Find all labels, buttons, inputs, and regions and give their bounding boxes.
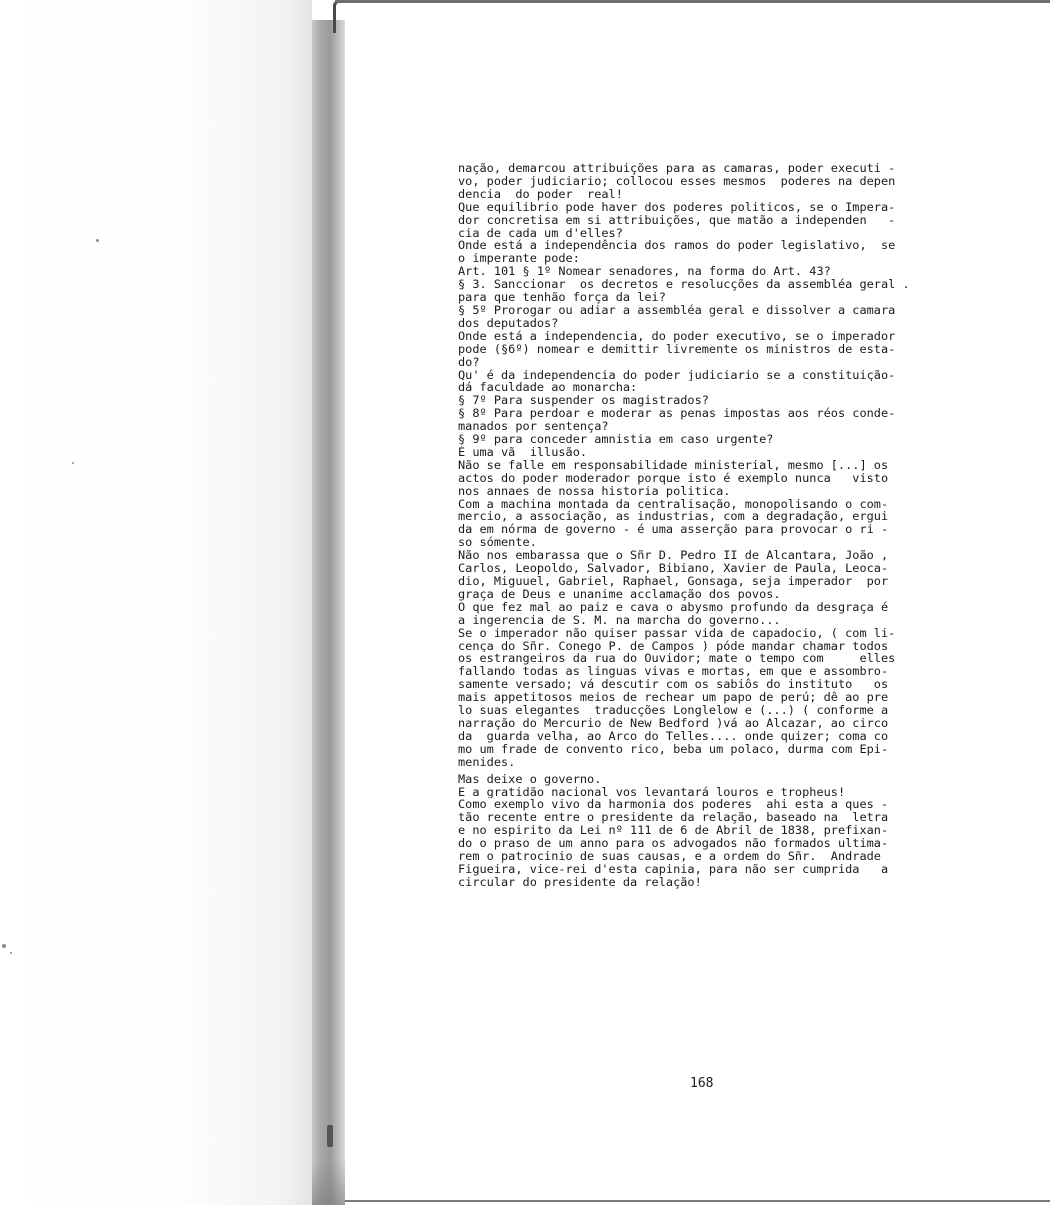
page-corner-mark [333, 0, 344, 33]
text-line: § 8º Para perdoar e moderar as penas impostas aos réos conde- [458, 407, 896, 421]
text-line: tão recente entre o presidente da relação, baseado na letra [458, 811, 889, 825]
text-line: cia de cada um d'elles? [458, 226, 623, 240]
text-line: mercio, a associação, as industrias, com a degradação, ergui [458, 510, 889, 524]
spine-mark [327, 1125, 333, 1147]
text-line: É uma vã illusão. [458, 445, 588, 459]
text-line: Que equilibrio pode haver dos poderes politicos, se o Impera- [458, 200, 896, 214]
text-line: lo suas elegantes traducções Longlelow e (...) ( conforme a [458, 704, 889, 717]
text-line: Não nos embarassa que o Sñr D. Pedro II de Alcantara, João , [458, 549, 889, 563]
text-line: menides. [458, 755, 516, 769]
book-spine-shadow [312, 20, 345, 1205]
text-line: dencia do poder real! [458, 187, 623, 201]
text-line: narração do Mercurio de New Bedford )vá ao Alcazar, ao circo [458, 716, 889, 730]
bottom-page-edge [345, 1200, 1050, 1202]
text-line: Com a machina montada da centralisação, monopolisando o com- [458, 497, 889, 511]
text-line: circular do presidente da relação! [458, 875, 702, 889]
text-line: cença do Sñr. Conego P. de Campos ) póde mandar chamar todos [458, 639, 889, 653]
text-line: § 3. Sanccionar os decretos e resolucções da assembléa geral . [458, 278, 910, 292]
text-line: Mas deixe o governo. [458, 772, 602, 786]
text-line: para que tenhão força da lei? [458, 291, 666, 304]
text-line: dor concretisa em si attribuições, que matão a independen - [458, 213, 896, 227]
text-line: Carlos, Leopoldo, Salvador, Bibiano, Xavier de Paula, Leoca- [458, 562, 889, 575]
text-line: fallando todas as linguas vivas e mortas, em que e assombro- [458, 665, 889, 679]
scan-speck [96, 239, 99, 242]
text-line: Figueira, vice-rei d'esta capinia, para não ser cumprida a [458, 862, 889, 876]
text-line: os estrangeiros da rua do Ouvidor; mate o tempo com elles [458, 652, 896, 666]
text-line: § 5º Prorogar ou adiar a assembléa geral e dissolver a camara [458, 303, 896, 317]
text-line: Art. 101 § 1º Nomear senadores, na forma do Art. 43? [458, 265, 831, 279]
page-body-text [458, 162, 994, 889]
book-spine-bottom [312, 1160, 345, 1205]
scan-speck [2, 944, 6, 948]
text-line: da guarda velha, ao Arco do Telles.... onde quizer; coma co [458, 729, 889, 743]
text-line: da em nórma de governo - é uma asserção para provocar o ri - [458, 523, 889, 537]
text-line: Se o imperador não quiser passar vida de capadocio, ( com li- [458, 626, 896, 640]
text-line: do o praso de um anno para os advogados não formados ultima- [458, 837, 889, 851]
scan-speck [72, 462, 74, 464]
text-line: e no espirito da Lei nº 111 de 6 de Abril de 1838, prefixan- [458, 824, 889, 838]
text-line: dos deputados? [458, 316, 559, 330]
text-line: dá faculdade ao monarcha: [458, 381, 638, 395]
text-line: Como exemplo vivo da harmonia dos poderes ahi esta a ques - [458, 798, 889, 812]
text-line: § 7º Para suspender os magistrados? [458, 394, 709, 408]
text-line: a ingerencia de S. M. na marcha do governo... [458, 613, 781, 627]
text-line: actos do poder moderador porque isto é exemplo nunca visto [458, 471, 889, 485]
text-line: dio, Miguuel, Gabriel, Raphael, Gonsaga, seja imperador por [458, 575, 889, 588]
text-line: § 9º para conceder amnistia em caso urgente? [458, 433, 774, 446]
text-line: nos annaes de nossa historia politica. [458, 484, 731, 498]
text-line: do? [458, 355, 480, 369]
left-page-margin [0, 0, 312, 1205]
text-line: pode (§6º) nomear e demittir livremente os ministros de esta- [458, 342, 896, 356]
text-line: mo um frade de convento rico, beba um polaco, durma com Epi- [458, 742, 889, 756]
text-line: Onde está a independencia, do poder executivo, se o imperador [458, 329, 896, 343]
scan-speck [10, 952, 12, 954]
text-line: E a gratidão nacional vos levantará louros e tropheus! [458, 785, 846, 799]
text-line: rem o patrocinio de suas causas, e a ordem do Sñr. Andrade [458, 850, 881, 863]
text-line: Qu' é da independencia do poder judiciario se a constituição- [458, 368, 896, 382]
text-line: nação, demarcou attribuições para as camaras, poder executi - [458, 162, 896, 175]
text-line: so sómente. [458, 536, 537, 550]
text-line: samente versado; vá descutir com os sabiôs do instituto os [458, 678, 889, 692]
text-line: o imperante pode: [458, 252, 580, 266]
top-page-edge [335, 0, 1050, 3]
text-line: vo, poder judiciario; collocou esses mesmos poderes na depen [458, 174, 896, 188]
text-line: Não se falle em responsabilidade ministerial, mesmo [...] os [458, 458, 889, 472]
text-line: manados por sentença? [458, 420, 609, 434]
text-line: Onde está a independência dos ramos do poder legislativo, se [458, 239, 896, 253]
text-line: O que fez mal ao paiz e cava o abysmo profundo da desgraça é [458, 600, 889, 614]
page-number: 168 [690, 1076, 714, 1091]
text-line: mais appetitosos meios de rechear um papo de perú; dê ao pre [458, 691, 889, 705]
text-line: graça de Deus e unanime acclamação dos povos. [458, 587, 781, 601]
